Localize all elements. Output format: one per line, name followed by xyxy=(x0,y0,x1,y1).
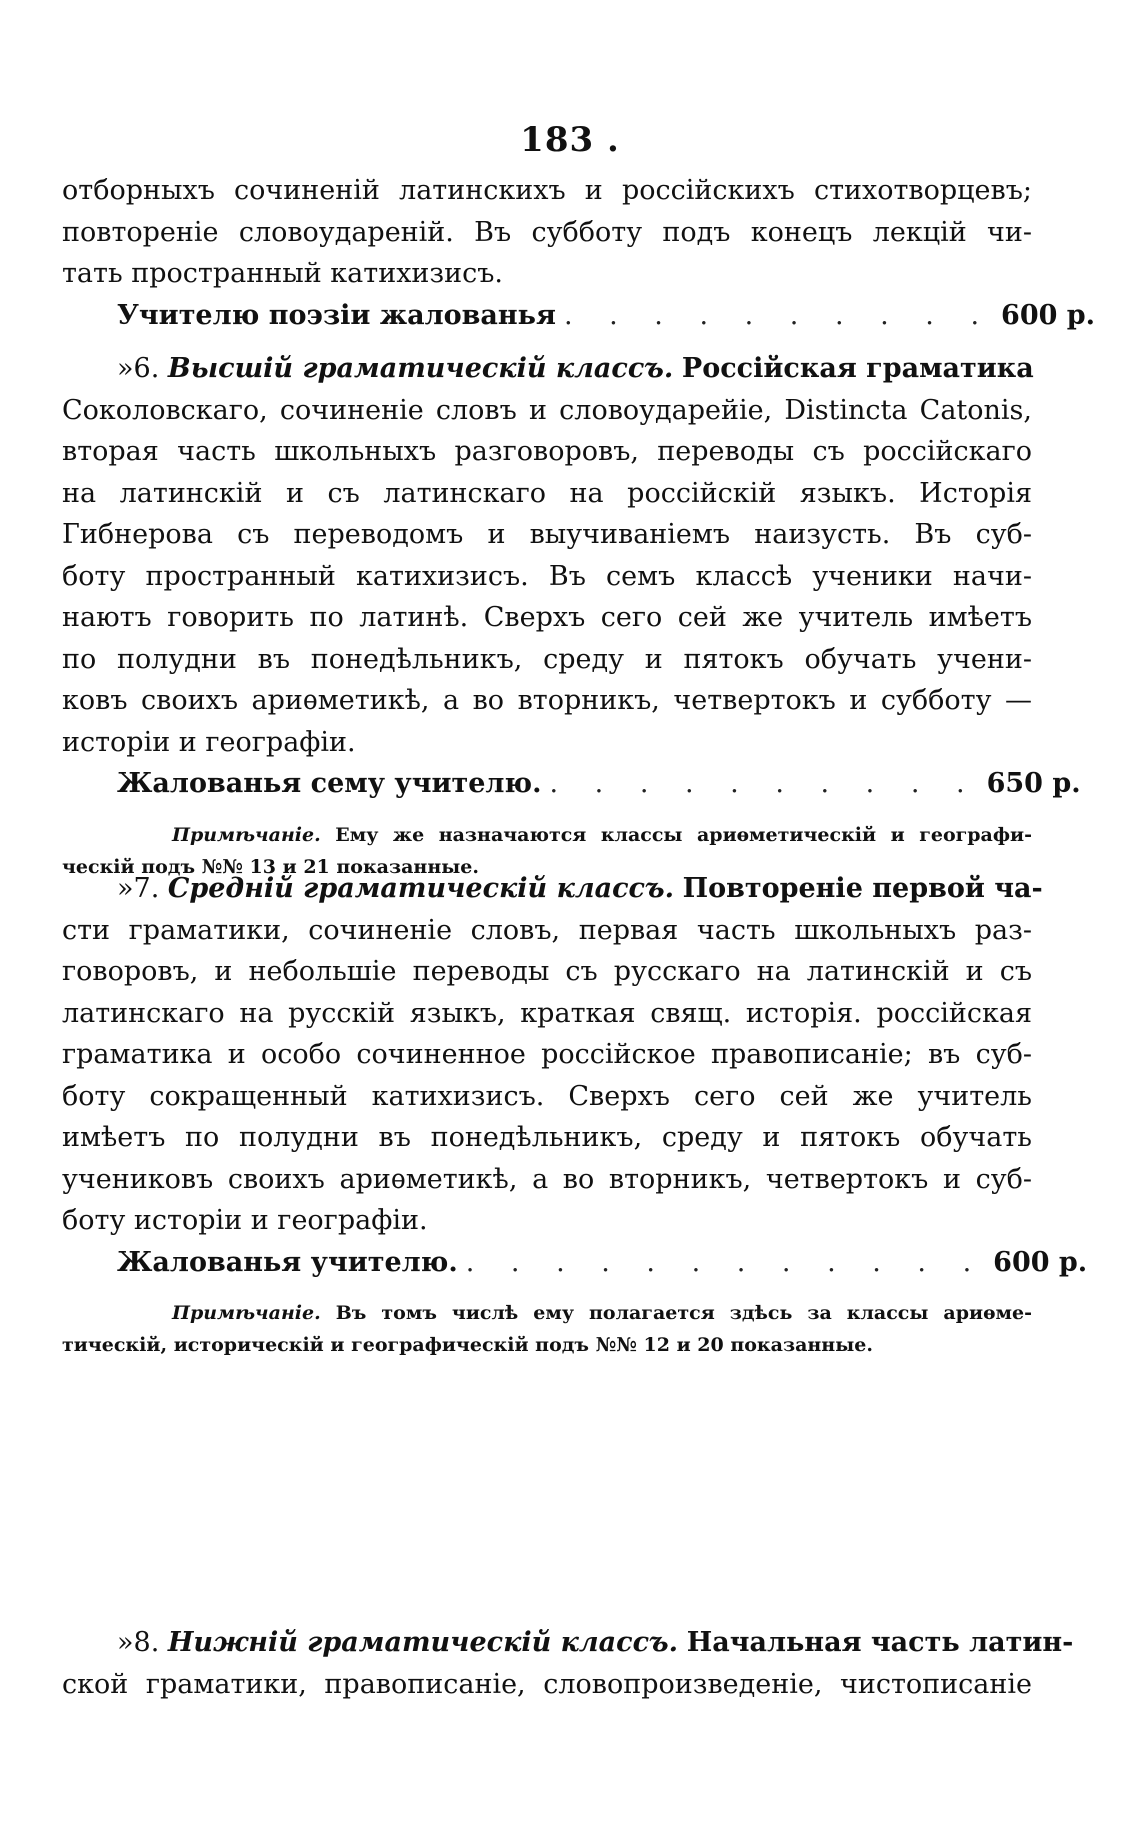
text-line: боту сокращенный катихизисъ. Сверхъ сего сей же учитель xyxy=(62,1080,1032,1112)
salary-amount: 600 р. xyxy=(1001,299,1096,331)
section-7 xyxy=(62,868,1088,1361)
dot-leader: . . . . . . . . . . xyxy=(549,768,979,799)
text-line: граматика и особо сочиненное россійское правописаніе; въ суб- xyxy=(62,1039,1032,1070)
note-label: Примѣчаніе. xyxy=(172,823,321,846)
salary-label: Учителю поэзіи жалованья xyxy=(117,299,556,331)
dot-leader: . . . . . . . . . . xyxy=(563,299,994,331)
footnote-line: тическій, историческій и географическій подъ №№ 12 и 20 показанные. xyxy=(62,1334,873,1356)
text-line: боту исторіи и географіи. xyxy=(62,1205,428,1236)
salary-label: Жалованья сему учителю. xyxy=(117,768,542,799)
section-heading-line xyxy=(62,1622,1074,1664)
section-8 xyxy=(62,1622,1074,1705)
dot-leader: . . . . . . . . . . . . xyxy=(465,1246,986,1278)
text-line: Соколовскаго, сочиненіе словъ и словоударейіе, Distincta Catonis, xyxy=(62,394,1032,426)
text-line: исторіи и географіи. xyxy=(62,726,356,758)
heading-rest-text: Россійская граматика xyxy=(681,353,1034,384)
salary-label: Жалованья учителю. xyxy=(117,1246,458,1278)
salary-line-higher xyxy=(62,763,1081,805)
section-number: »8. xyxy=(117,1627,160,1658)
section-title: Нижній граматическій классъ. xyxy=(167,1627,679,1658)
paragraph-section5-end xyxy=(62,170,1096,336)
heading-rest-text: Начальная часть латин- xyxy=(686,1627,1074,1658)
section-heading-line xyxy=(62,868,1043,910)
page-number: 183 . xyxy=(520,120,620,160)
text-line: на латинскій и съ латинскаго на россійскій языкъ. Исторія xyxy=(62,477,1032,509)
text-line: ковъ своихъ ариѳметикѣ, а во вторникъ, четвертокъ и субботу — xyxy=(62,685,1032,716)
text-line: говоровъ, и небольшіе переводы съ русскаго на латинскій и съ xyxy=(62,956,1032,987)
section-title: Высшій граматическій классъ. xyxy=(167,353,674,384)
text-line: учениковъ своихъ ариѳметикѣ, а во вторникъ, четвертокъ и суб- xyxy=(62,1163,1032,1195)
text-line: имѣетъ по полудни въ понедѣльникъ, среду и пятокъ обучать xyxy=(62,1122,1032,1153)
text-line: вторая часть школьныхъ разговоровъ, переводы съ россійскаго xyxy=(62,436,1032,467)
salary-amount: 600 р. xyxy=(993,1246,1088,1278)
section-heading-line xyxy=(62,348,1032,390)
section-number: »6. xyxy=(117,353,160,384)
text-line: по полудни въ понедѣльникъ, среду и пятокъ обучать учени- xyxy=(62,643,1032,675)
text-line: наютъ говорить по латинѣ. Сверхъ сего сей же учитель имѣетъ xyxy=(62,602,1032,633)
salary-amount: 650 р. xyxy=(986,768,1081,799)
section-title: Средній граматическій классъ. xyxy=(167,873,675,904)
text-line: сти граматики, сочиненіе словъ, первая часть школьныхъ раз- xyxy=(62,914,1032,946)
text-line: ской граматики, правописаніе, словопроизведеніе, чистописаніе xyxy=(62,1668,1032,1700)
footnote-line: ческій подъ №№ 13 и 21 показанные. xyxy=(62,855,479,878)
salary-line-poetry xyxy=(62,295,1096,337)
footnote-line xyxy=(62,819,1032,851)
section-6 xyxy=(62,348,1081,883)
note-text: Ему же назначаются классы ариѳметическій и географи- xyxy=(335,823,1032,846)
text-line: латинскаго на русскій языкъ, краткая свящ. исторія. россійская xyxy=(62,997,1032,1029)
text-line: отборныхъ сочиненій латинскихъ и россійскихъ стихотворцевъ; xyxy=(62,175,1032,206)
heading-rest-text: Повтореніе первой ча- xyxy=(682,873,1043,904)
note-label: Примѣчаніе. xyxy=(172,1302,321,1324)
text-line: тать пространный катихизисъ. xyxy=(62,258,504,289)
text-line: Гибнерова съ переводомъ и выучиваніемъ наизусть. Въ суб- xyxy=(62,519,1032,550)
text-line: боту пространный катихизисъ. Въ семъ классѣ ученики начи- xyxy=(62,560,1032,592)
text-line: повтореніе словоудареній. Въ субботу подъ конецъ лекцій чи- xyxy=(62,216,1032,248)
footnote-line xyxy=(62,1297,1032,1329)
salary-line-middle xyxy=(62,1242,1088,1284)
note-text: Въ томъ числѣ ему полагается здѣсь за классы ариѳме- xyxy=(335,1302,1032,1324)
section-number: »7. xyxy=(117,873,160,904)
